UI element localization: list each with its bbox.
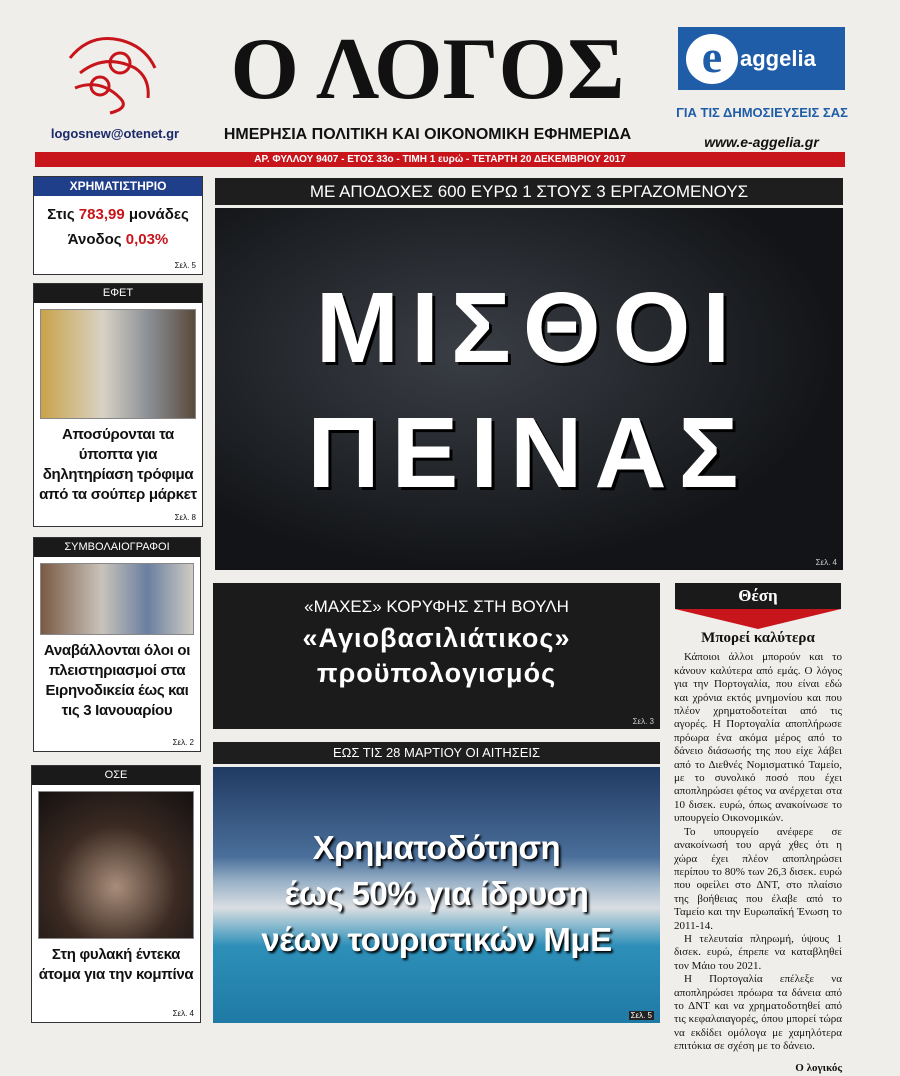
newspaper-subtitle: ΗΜΕΡΗΣΙΑ ΠΟΛΙΤΙΚΗ ΚΑΙ ΟΙΚΟΝΟΜΙΚΗ ΕΦΗΜΕΡΙΔΑ — [223, 126, 632, 143]
efet-text: Αποσύρονται τα ύποπτα για δηλητηρίαση τρόφιμα από τα σούπερ μάρκετ — [39, 426, 197, 503]
newspaper-title: Ο ΛΟΓΟΣ — [230, 21, 625, 118]
budget-title-line1: «Αγιοβασιλιάτικος» — [302, 623, 571, 653]
opinion-title: Μπορεί καλύτερα — [701, 630, 815, 646]
handcuffs-photo — [38, 791, 194, 939]
eaggelia-brand: aggelia — [740, 45, 816, 71]
resort-photo[interactable] — [213, 767, 660, 1023]
page-ref: Σελ. 5 — [630, 1011, 652, 1020]
stock-change: Άνοδος 0,03% — [67, 231, 169, 248]
page-ref: Σελ. 4 — [815, 558, 837, 567]
ad-url[interactable]: www.e-aggelia.gr — [704, 134, 819, 150]
notaries-box[interactable] — [33, 537, 201, 752]
main-headline-line1: ΜΙΣΘΟΙ — [315, 272, 743, 384]
main-story-photo[interactable] — [215, 208, 843, 570]
opinion-paragraph: Κάποιοι άλλοι μπορούν και το κάνουν καλύτερα από εμάς. Ο λόγος για την Πορτογαλία, που είναι εδώ και χρόνια εκτός μνημονίου και που πλέον χρηματοδοτείται από τις αγορές. Η Πορτογαλία αποπλήρωσε πρόωρα ένα ακόμα μέρος από το δάνειο διάσωσής της που είχε λάβει από το Διεθνές Νομισματικό Ταμείο, με το συνολικό ποσό που έχει αποπληρώσει φέτος να ανέρχεται στα 10 δισεκ. ευρώ, όπως ανακοίνωσε το υπουργείο Οικονομικών. — [674, 651, 842, 825]
opinion-paragraph: Η Πορτογαλία επέλεξε να αποπληρώσει πρόωρα τα δάνεια από το ΔΝΤ και να χρηματοδοτηθεί από τις κεφαλαιαγορές, όπου μπορεί τώρα να εκδίδει ομόλογα με χαμηλότερα επιτόκια σε σχέση με το δάνειο. — [674, 973, 842, 1053]
opinion-signature: Ο λογικός — [795, 1061, 842, 1074]
funding-title-line3: νέων τουριστικών ΜμΕ — [261, 921, 612, 958]
budget-title-line2: προϋπολογισμός — [316, 658, 557, 688]
efet-header: ΕΦΕΤ — [34, 284, 202, 303]
stock-box[interactable] — [33, 176, 203, 275]
stock-header: ΧΡΗΜΑΤΙΣΤΗΡΙΟ — [34, 177, 202, 196]
stock-index: Στις 783,99 μονάδες — [47, 206, 189, 223]
opinion-section-label: Θέση — [675, 583, 841, 609]
page-ref: Σελ. 3 — [632, 717, 654, 726]
newspaper-logo — [60, 28, 168, 116]
notaries-text: Αναβάλλονται όλοι οι πλειστηριασμοί στα Ειρηνοδικεία έως και τις 3 Ιανουαρίου — [43, 642, 191, 719]
page-ref: Σελ. 4 — [172, 1009, 194, 1018]
supermarket-photo — [40, 309, 196, 419]
funding-title-line1: Χρηματοδότηση — [312, 829, 561, 866]
opinion-marker — [675, 609, 841, 629]
protest-photo — [40, 563, 194, 635]
ose-box[interactable] — [31, 765, 201, 1023]
budget-story[interactable] — [213, 583, 660, 729]
ose-header: ΟΣΕ — [32, 766, 200, 785]
opinion-article — [674, 632, 842, 1075]
page-ref: Σελ. 8 — [174, 513, 196, 522]
budget-kicker: «ΜΑΧΕΣ» ΚΟΡΥΦΗΣ ΣΤΗ ΒΟΥΛΗ — [304, 597, 569, 616]
funding-kicker: ΕΩΣ ΤΙΣ 28 ΜΑΡΤΙΟΥ ΟΙ ΑΙΤΗΣΕΙΣ — [213, 742, 660, 764]
opinion-paragraph: Το υπουργείο ανέφερε σε ανακοίνωσή του αργά χθες ότι η χώρα έχει πλέον αποπληρώσει περίπου το 80% των 26,3 δισεκ. ευρώ που οφείλει στο ΔΝΤ, στο πλαίσιο της βοήθειας που έλαβε από το Ταμείο και την Ευρωπαϊκή Ένωση το 2011-14. — [674, 825, 842, 932]
efet-box[interactable] — [33, 283, 203, 527]
contact-email[interactable]: logosnew@otenet.gr — [50, 126, 180, 141]
main-headline-line2: ΠΕΙΝΑΣ — [307, 397, 751, 509]
ose-text: Στη φυλακή έντεκα άτομα για την κομπίνα — [38, 946, 194, 983]
page-ref: Σελ. 2 — [172, 738, 194, 747]
opinion-paragraph: Η τελευταία πληρωμή, ύψους 1 δισεκ. ευρώ, έπρεπε να καταβληθεί τον Μάιο του 2021. — [674, 932, 842, 972]
main-kicker: ΜΕ ΑΠΟΔΟΧΕΣ 600 ΕΥΡΩ 1 ΣΤΟΥΣ 3 ΕΡΓΑΖΟΜΕΝΟΥΣ — [215, 178, 843, 205]
issue-line: ΑΡ. ΦΥΛΛΟΥ 9407 - ΕΤΟΣ 33ο - ΤΙΜΗ 1 ευρώ - ΤΕΤΑΡΤΗ 20 ΔΕΚΕΜΒΡΙΟΥ 2017 — [254, 154, 626, 165]
page-ref: Σελ. 5 — [174, 261, 196, 270]
funding-title-line2: έως 50% για ίδρυση — [284, 875, 589, 912]
eaggelia-ad[interactable] — [678, 27, 845, 90]
eaggelia-logo-icon: e — [686, 34, 738, 84]
notaries-header: ΣΥΜΒΟΛΑΙΟΓΡΑΦΟΙ — [34, 538, 200, 557]
ad-tagline: ΓΙΑ ΤΙΣ ΔΗΜΟΣΙΕΥΣΕΙΣ ΣΑΣ — [676, 105, 848, 120]
